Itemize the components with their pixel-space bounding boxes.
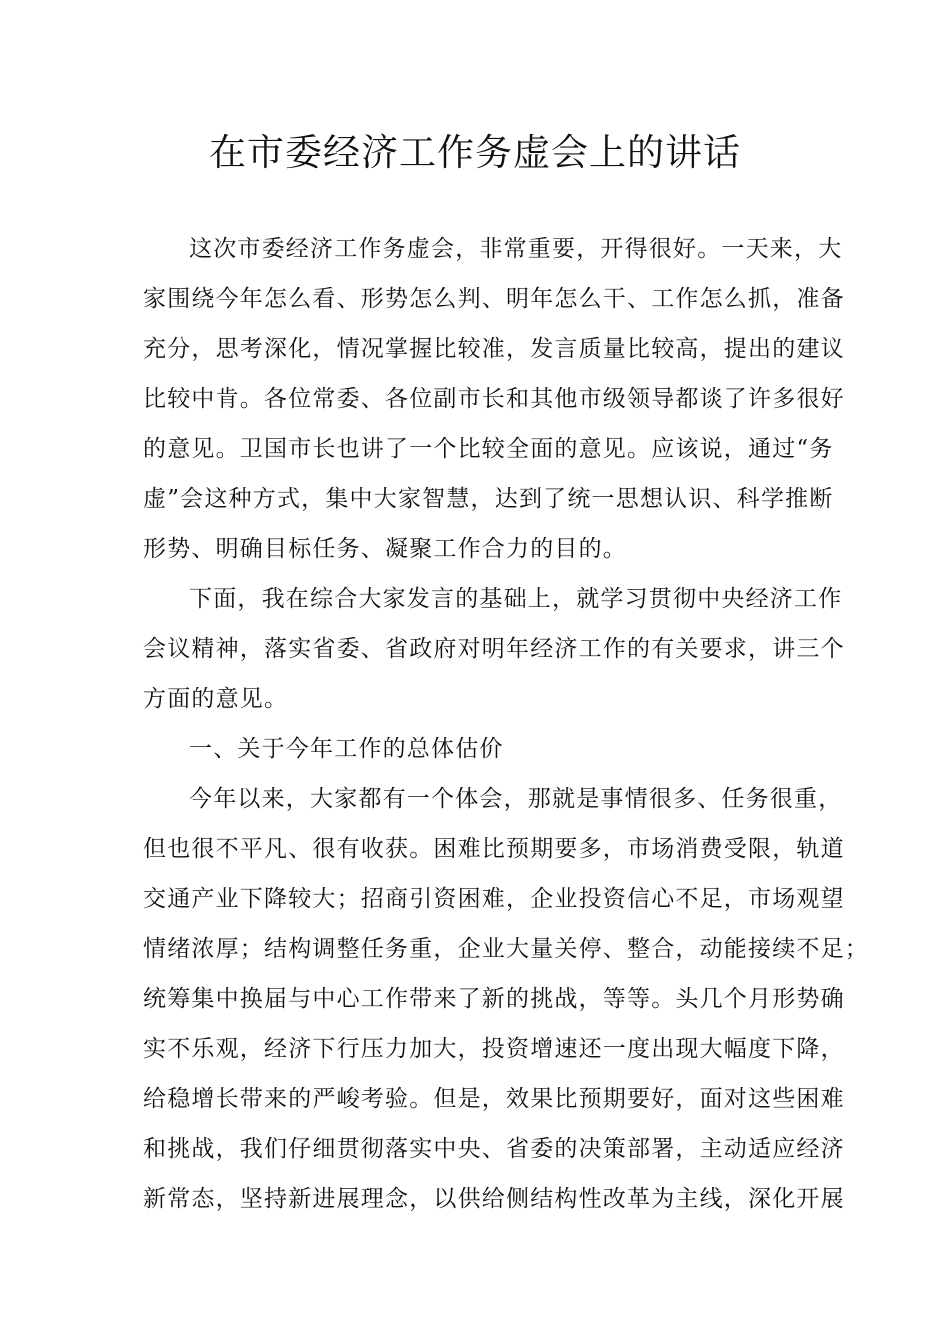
- paragraph-line: 方面的意见。: [143, 686, 289, 712]
- section-heading: 一、关于今年工作的总体估价: [189, 736, 504, 762]
- paragraph-line: 会议精神，落实省委、省政府对明年经济工作的有关要求，讲三个: [143, 636, 845, 662]
- document-title: 在市委经济工作务虚会上的讲话: [209, 131, 741, 174]
- paragraph-line: 新常态，坚持新进展理念，以供给侧结构性改革为主线，深化开展: [143, 1186, 845, 1212]
- paragraph-line: 比较中肯。各位常委、各位副市长和其他市级领导都谈了许多很好: [143, 386, 845, 412]
- paragraph-line: 今年以来，大家都有一个体会，那就是事情很多、任务很重，: [189, 786, 843, 812]
- paragraph-line: 形势、明确目标任务、凝聚工作合力的目的。: [143, 536, 627, 562]
- paragraph-line: 交通产业下降较大；招商引资困难，企业投资信心不足，市场观望: [143, 886, 845, 912]
- paragraph-line: 家围绕今年怎么看、形势怎么判、明年怎么干、工作怎么抓，准备: [143, 286, 845, 312]
- paragraph-line: 实不乐观，经济下行压力加大，投资增速还一度出现大幅度下降，: [143, 1036, 845, 1062]
- paragraph-line: 统筹集中换届与中心工作带来了新的挑战，等等。头几个月形势确: [143, 986, 845, 1012]
- paragraph-line: 这次市委经济工作务虚会，非常重要，开得很好。一天来，大: [189, 236, 843, 262]
- paragraph-line: 的意见。卫国市长也讲了一个比较全面的意见。应该说，通过“务: [143, 436, 834, 462]
- paragraph-line: 情绪浓厚；结构调整任务重，企业大量关停、整合，动能接续不足；: [143, 936, 869, 962]
- paragraph-line: 给稳增长带来的严峻考验。但是，效果比预期要好，面对这些困难: [143, 1086, 845, 1112]
- document-body: [143, 224, 869, 1224]
- paragraph-line: 虚”会这种方式，集中大家智慧，达到了统一思想认识、科学推断: [143, 486, 834, 512]
- paragraph-line: 和挑战，我们仔细贯彻落实中央、省委的决策部署，主动适应经济: [143, 1136, 845, 1162]
- paragraph-line: 但也很不平凡、很有收获。困难比预期要多，市场消费受限，轨道: [143, 836, 845, 862]
- paragraph-line: 下面，我在综合大家发言的基础上，就学习贯彻中央经济工作: [189, 586, 843, 612]
- paragraph-line: 充分，思考深化，情况掌握比较准，发言质量比较高，提出的建议: [143, 336, 845, 362]
